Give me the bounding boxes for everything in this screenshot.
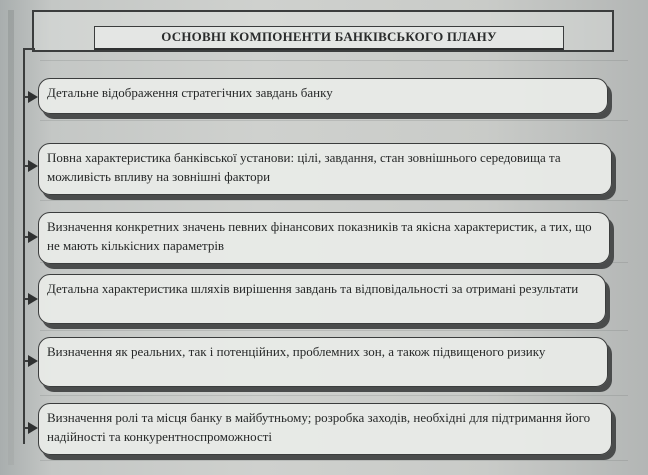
arrow-icon — [28, 160, 38, 172]
arrow-icon — [28, 91, 38, 103]
component-box-3 — [38, 212, 610, 264]
component-text: Визначення як реальних, так і потенційних, проблемних зон, а також підвищеного ризику — [47, 344, 546, 359]
component-box-6 — [38, 403, 612, 455]
connector-top-stub — [23, 48, 35, 50]
component-box-4 — [38, 274, 606, 324]
arrow-icon — [28, 355, 38, 367]
arrow-icon — [28, 231, 38, 243]
arrow-icon — [28, 293, 38, 305]
component-text: Визначення конкретних значень певних фінансових показників та якісна характеристик, а тих, що не мають кількісних параметрів — [47, 219, 592, 253]
arrow-icon — [28, 422, 38, 434]
component-box-1 — [38, 78, 608, 114]
component-text: Детальне відображення стратегічних завдань банку — [47, 85, 333, 100]
component-text: Детальна характеристика шляхів вирішення завдань та відповідальності за отримані результати — [47, 281, 579, 296]
bleed-through-line — [40, 330, 628, 331]
component-box-2 — [38, 143, 612, 195]
component-text: Визначення ролі та місця банку в майбутньому; розробка заходів, необхідні для підтримання його надійності та конкурентноспроможності — [47, 410, 591, 444]
bleed-through-line — [40, 60, 628, 61]
component-text: Повна характеристика банківської установи: цілі, завдання, стан зовнішнього середовища та можливість впливу на зовнішні фактори — [47, 150, 561, 184]
component-box-5 — [38, 337, 608, 387]
bleed-through-line — [40, 120, 628, 121]
bleed-through-line — [40, 200, 628, 201]
connector-trunk — [23, 48, 25, 444]
book-spine-shadow — [8, 10, 14, 465]
bleed-through-line — [40, 460, 628, 461]
title-frame — [32, 10, 614, 52]
bleed-through-line — [40, 395, 628, 396]
diagram-title: ОСНОВНІ КОМПОНЕНТИ БАНКІВСЬКОГО ПЛАНУ — [94, 26, 564, 50]
